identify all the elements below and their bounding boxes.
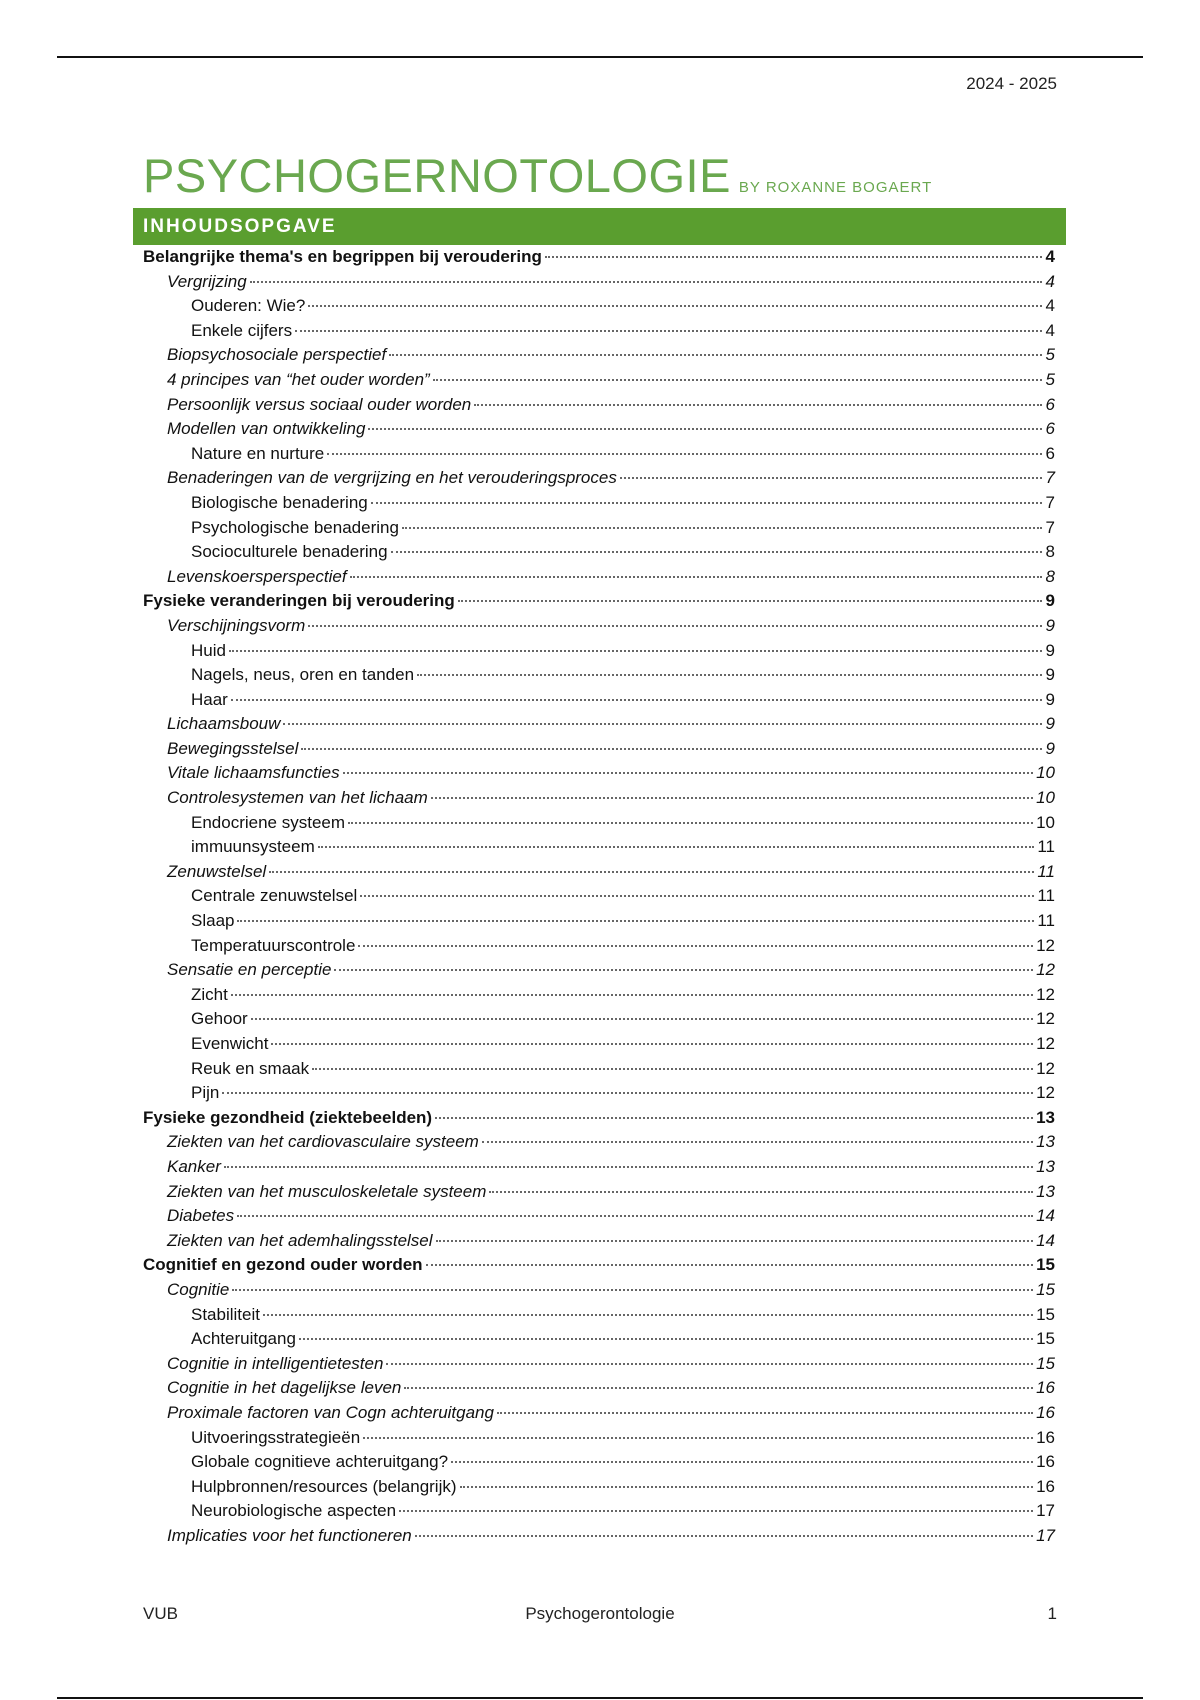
dot-leader: [460, 1486, 1034, 1488]
dot-leader: [250, 281, 1042, 283]
toc-entry-title: Modellen van ontwikkeling: [167, 419, 366, 439]
toc-entry-page: 6: [1045, 394, 1055, 414]
toc-entry-title: Pijn: [191, 1083, 220, 1103]
toc-entry-page: 16: [1036, 1427, 1055, 1447]
author-byline: BY ROXANNE BOGAERT: [738, 179, 933, 196]
toc-heading: INHOUDSOPGAVE: [133, 208, 1066, 245]
toc-entry-page: 4: [1045, 247, 1055, 266]
dot-leader: [368, 428, 1042, 430]
dot-leader: [231, 994, 1033, 996]
toc-entry-title: Cognitie in intelligentietesten: [167, 1353, 384, 1373]
toc-entry[interactable]: [143, 247, 1055, 272]
toc-entry-page: 15: [1036, 1353, 1055, 1373]
toc-entry-title: Fysieke gezondheid (ziektebeelden): [143, 1107, 433, 1127]
toc-entry[interactable]: [143, 1403, 1055, 1428]
toc-entry-title: Cognitief en gezond ouder worden: [143, 1255, 423, 1275]
toc-entry-page: 12: [1036, 1034, 1055, 1053]
toc-entry[interactable]: [143, 763, 1055, 788]
toc-entry-title: Haar: [191, 689, 228, 709]
toc-entry-title: Achteruitgang: [191, 1329, 296, 1349]
toc-entry[interactable]: [143, 395, 1055, 420]
toc-entry-page: 12: [1036, 960, 1055, 980]
dot-leader: [334, 969, 1033, 971]
toc-entry-title: Vitale lichaamsfuncties: [167, 763, 340, 783]
toc-entry[interactable]: [143, 714, 1055, 739]
toc-entry[interactable]: [143, 518, 1055, 543]
toc-entry[interactable]: [143, 985, 1055, 1010]
toc-entry-page: 13: [1036, 1156, 1055, 1176]
dot-leader: [308, 305, 1042, 307]
toc-entry[interactable]: [143, 1428, 1055, 1453]
toc-entry-title: Implicaties voor het functioneren: [167, 1525, 412, 1545]
toc-entry-title: Slaap: [191, 911, 235, 931]
toc-entry-page: 4: [1045, 296, 1055, 316]
toc-entry[interactable]: [143, 1452, 1055, 1477]
toc-entry-title: Kanker: [167, 1156, 221, 1176]
toc-entry-title: Persoonlijk versus sociaal ouder worden: [167, 394, 472, 414]
toc-entry[interactable]: [143, 1034, 1055, 1059]
toc-entry[interactable]: [143, 1009, 1055, 1034]
toc-entry-title: Reuk en smaak: [191, 1058, 310, 1078]
dot-leader: [224, 1166, 1033, 1168]
dot-leader: [482, 1141, 1033, 1143]
toc-entry-title: Belangrijke thema's en begrippen bij veroudering: [143, 247, 542, 266]
toc-entry[interactable]: [143, 296, 1055, 321]
toc-entry-title: Verschijningsvorm: [167, 615, 306, 635]
toc-entry-page: 8: [1045, 542, 1055, 562]
toc-entry-page: 7: [1045, 517, 1055, 537]
toc-entry[interactable]: [143, 1182, 1055, 1207]
dot-leader: [358, 945, 1033, 947]
toc-entry-title: Diabetes: [167, 1206, 235, 1226]
toc-entry-title: Nature en nurture: [191, 443, 325, 463]
toc-entry[interactable]: [143, 1501, 1055, 1526]
toc-entry-title: Huid: [191, 640, 226, 660]
toc-entry-page: 15: [1036, 1279, 1055, 1299]
toc-entry[interactable]: [143, 1255, 1055, 1280]
dot-leader: [299, 1338, 1033, 1340]
toc-entry-page: 12: [1036, 935, 1055, 955]
dot-leader: [231, 699, 1042, 701]
dot-leader: [545, 256, 1042, 258]
toc-entry[interactable]: [143, 911, 1055, 936]
toc-entry[interactable]: [143, 665, 1055, 690]
toc-entry-page: 16: [1036, 1378, 1055, 1398]
toc-entry[interactable]: [143, 542, 1055, 567]
toc-entry-title: Ziekten van het musculoskeletale systeem: [167, 1181, 487, 1201]
dot-leader: [271, 1043, 1033, 1045]
toc-entry-title: Benaderingen van de vergrijzing en het verouderingsproces: [167, 468, 617, 488]
toc-entry[interactable]: [143, 690, 1055, 715]
dot-leader: [474, 404, 1042, 406]
toc-entry-title: Levenskoersperspectief: [167, 566, 347, 586]
toc-entry[interactable]: [143, 739, 1055, 764]
dot-leader: [348, 822, 1033, 824]
dot-leader: [312, 1068, 1033, 1070]
toc-entry-page: 12: [1036, 1009, 1055, 1029]
toc-entry-page: 13: [1036, 1181, 1055, 1201]
toc-entry-page: 5: [1045, 369, 1055, 389]
toc-entry-title: Neurobiologische aspecten: [191, 1501, 397, 1521]
bottom-rule: [57, 1697, 1143, 1699]
toc-entry-page: 10: [1036, 812, 1055, 832]
dot-leader: [497, 1412, 1033, 1414]
dot-leader: [435, 1117, 1033, 1119]
toc-entry-page: 14: [1036, 1206, 1055, 1226]
dot-leader: [363, 1437, 1033, 1439]
toc-entry-title: Zenuwstelsel: [167, 861, 267, 881]
footer-course-title: Psychogerontologie: [525, 1604, 675, 1623]
dot-leader: [391, 551, 1042, 553]
toc-entry-title: Bewegingsstelsel: [167, 738, 299, 758]
document-title: PSYCHOGERNOTOLOGIE: [143, 149, 731, 202]
toc-entry-page: 5: [1045, 345, 1055, 365]
toc-entry-page: 17: [1036, 1501, 1055, 1521]
toc-entry-page: 9: [1045, 689, 1055, 709]
dot-leader: [436, 1240, 1034, 1242]
toc-entry[interactable]: [143, 1354, 1055, 1379]
toc-entry-title: Uitvoeringsstrategieën: [191, 1427, 361, 1447]
toc-entry[interactable]: [143, 1477, 1055, 1502]
dot-leader: [402, 527, 1042, 529]
dot-leader: [237, 920, 1034, 922]
toc-entry[interactable]: [143, 419, 1055, 444]
toc-entry-page: 8: [1045, 566, 1055, 586]
toc-entry-page: 11: [1037, 911, 1055, 931]
toc-entry[interactable]: [143, 1206, 1055, 1231]
toc-entry-page: 9: [1045, 665, 1055, 685]
toc-entry[interactable]: [143, 321, 1055, 346]
toc-entry-page: 9: [1045, 615, 1055, 635]
dot-leader: [417, 674, 1042, 676]
toc-entry-title: Fysieke veranderingen bij veroudering: [143, 591, 455, 611]
toc-entry[interactable]: [143, 1378, 1055, 1403]
toc-entry-page: 12: [1036, 1083, 1055, 1103]
dot-leader: [404, 1387, 1033, 1389]
toc-entry-title: Hulpbronnen/resources (belangrijk): [191, 1476, 457, 1496]
toc-entry-page: 15: [1036, 1255, 1055, 1275]
toc-entry[interactable]: [143, 813, 1055, 838]
dot-leader: [343, 772, 1033, 774]
toc-entry-title: Ziekten van het cardiovasculaire systeem: [167, 1132, 479, 1152]
toc-entry-page: 11: [1037, 837, 1055, 857]
toc-entry-page: 11: [1037, 886, 1055, 906]
dot-leader: [318, 846, 1035, 848]
toc-entry-title: Vergrijzing: [167, 271, 247, 291]
toc-entry-title: Gehoor: [191, 1009, 248, 1029]
toc-entry-page: 7: [1045, 492, 1055, 512]
toc-entry[interactable]: [143, 345, 1055, 370]
dot-leader: [269, 871, 1034, 873]
toc-entry[interactable]: [143, 886, 1055, 911]
toc-entry-page: 16: [1036, 1402, 1055, 1422]
dot-leader: [251, 1018, 1033, 1020]
toc-entry-page: 10: [1036, 788, 1055, 808]
toc-entry-page: 17: [1036, 1525, 1055, 1545]
academic-year: 2024 - 2025: [966, 74, 1057, 93]
toc-entry-page: 9: [1045, 738, 1055, 758]
dot-leader: [389, 354, 1042, 356]
toc-entry-page: 14: [1036, 1230, 1055, 1250]
toc-entry-title: Controlesystemen van het lichaam: [167, 788, 428, 808]
toc-entry-page: 16: [1036, 1452, 1055, 1472]
toc-entry-page: 13: [1036, 1132, 1055, 1152]
toc-entry-page: 6: [1045, 443, 1055, 463]
dot-leader: [283, 723, 1042, 725]
toc-entry[interactable]: [143, 1059, 1055, 1084]
toc-entry-title: Biologische benadering: [191, 492, 368, 512]
toc-entry-page: 15: [1036, 1304, 1055, 1324]
dot-leader: [451, 1461, 1033, 1463]
toc-entry[interactable]: [143, 960, 1055, 985]
toc-entry-page: 11: [1037, 861, 1055, 881]
toc-entry[interactable]: [143, 936, 1055, 961]
dot-leader: [489, 1191, 1033, 1193]
top-rule: [57, 56, 1143, 58]
dot-leader: [232, 1289, 1033, 1291]
toc-entry[interactable]: [143, 1231, 1055, 1256]
toc-entry[interactable]: [143, 444, 1055, 469]
dot-leader: [301, 748, 1042, 750]
toc-entry-page: 4: [1045, 320, 1055, 340]
toc-entry[interactable]: [143, 862, 1055, 887]
toc-entry-title: Cognitie: [167, 1279, 230, 1299]
toc-entry-title: Proximale factoren van Cogn achteruitgang: [167, 1402, 494, 1422]
toc-entry-page: 12: [1036, 1058, 1055, 1078]
toc-entry-title: Biopsychosociale perspectief: [167, 345, 387, 365]
toc-entry[interactable]: [143, 1280, 1055, 1305]
toc-entry-title: Ouderen: Wie?: [191, 296, 306, 316]
dot-leader: [229, 650, 1042, 652]
footer-institution: VUB: [143, 1604, 178, 1623]
title-block: [143, 148, 932, 203]
toc-entry[interactable]: [143, 1132, 1055, 1157]
toc-entry[interactable]: [143, 1329, 1055, 1354]
dot-leader: [433, 379, 1042, 381]
toc-entry-page: 10: [1036, 763, 1055, 783]
dot-leader: [360, 895, 1034, 897]
dot-leader: [620, 477, 1042, 479]
dot-leader: [237, 1215, 1033, 1217]
toc-entry[interactable]: [143, 1108, 1055, 1133]
toc-entry-title: Psychologische benadering: [191, 517, 399, 537]
toc-entry-page: 6: [1045, 419, 1055, 439]
dot-leader: [431, 797, 1033, 799]
toc-entry-title: Nagels, neus, oren en tanden: [191, 665, 415, 685]
toc-entry-title: Zicht: [191, 984, 228, 1004]
toc-entry-title: Sensatie en perceptie: [167, 960, 332, 980]
dot-leader: [295, 330, 1042, 332]
toc-entry-page: 4: [1045, 271, 1055, 291]
dot-leader: [399, 1510, 1033, 1512]
toc-entry-title: Enkele cijfers: [191, 320, 293, 340]
toc-entry[interactable]: [143, 370, 1055, 395]
toc-entry-title: immuunsysteem: [191, 837, 315, 857]
toc-entry-title: Stabiliteit: [191, 1304, 260, 1324]
dot-leader: [350, 576, 1042, 578]
toc-entry-page: 15: [1036, 1329, 1055, 1349]
toc-entry[interactable]: [143, 272, 1055, 297]
toc-entry-title: 4 principes van “het ouder worden”: [167, 369, 430, 389]
toc-entry-page: 7: [1045, 468, 1055, 488]
toc-entry-title: Socioculturele benadering: [191, 542, 388, 562]
dot-leader: [426, 1264, 1034, 1266]
toc-entry[interactable]: [143, 1083, 1055, 1108]
toc-entry-page: 9: [1045, 591, 1055, 611]
toc-entry-title: Temperatuurscontrole: [191, 935, 356, 955]
footer-page-number: 1: [1047, 1604, 1057, 1623]
toc-entry-title: Centrale zenuwstelsel: [191, 886, 358, 906]
toc-entry-page: 9: [1045, 714, 1055, 734]
dot-leader: [386, 1363, 1033, 1365]
dot-leader: [263, 1314, 1033, 1316]
toc-entry-page: 12: [1036, 984, 1055, 1004]
toc-entry[interactable]: [143, 1526, 1055, 1551]
toc-entry[interactable]: [143, 493, 1055, 518]
dot-leader: [371, 502, 1042, 504]
toc-entry-title: Evenwicht: [191, 1034, 269, 1053]
dot-leader: [308, 625, 1042, 627]
toc-entry[interactable]: [143, 591, 1055, 616]
toc-entry[interactable]: [143, 1157, 1055, 1182]
toc-entry-title: Endocriene systeem: [191, 812, 346, 832]
toc-entry[interactable]: [143, 837, 1055, 862]
table-of-contents: [143, 247, 1055, 1550]
toc-entry-title: Ziekten van het ademhalingsstelsel: [167, 1230, 433, 1250]
toc-entry-title: Lichaamsbouw: [167, 714, 281, 734]
toc-entry[interactable]: [143, 567, 1055, 592]
toc-entry[interactable]: [143, 616, 1055, 641]
toc-entry[interactable]: [143, 788, 1055, 813]
toc-entry-title: Globale cognitieve achteruitgang?: [191, 1452, 449, 1472]
toc-entry-page: 16: [1036, 1476, 1055, 1496]
toc-entry-page: 9: [1045, 640, 1055, 660]
toc-entry[interactable]: [143, 468, 1055, 493]
dot-leader: [458, 600, 1042, 602]
toc-entry[interactable]: [143, 641, 1055, 666]
toc-entry-page: 13: [1036, 1107, 1055, 1127]
dot-leader: [222, 1092, 1033, 1094]
dot-leader: [327, 453, 1042, 455]
toc-entry[interactable]: [143, 1305, 1055, 1330]
toc-entry-title: Cognitie in het dagelijkse leven: [167, 1378, 402, 1398]
dot-leader: [415, 1535, 1033, 1537]
